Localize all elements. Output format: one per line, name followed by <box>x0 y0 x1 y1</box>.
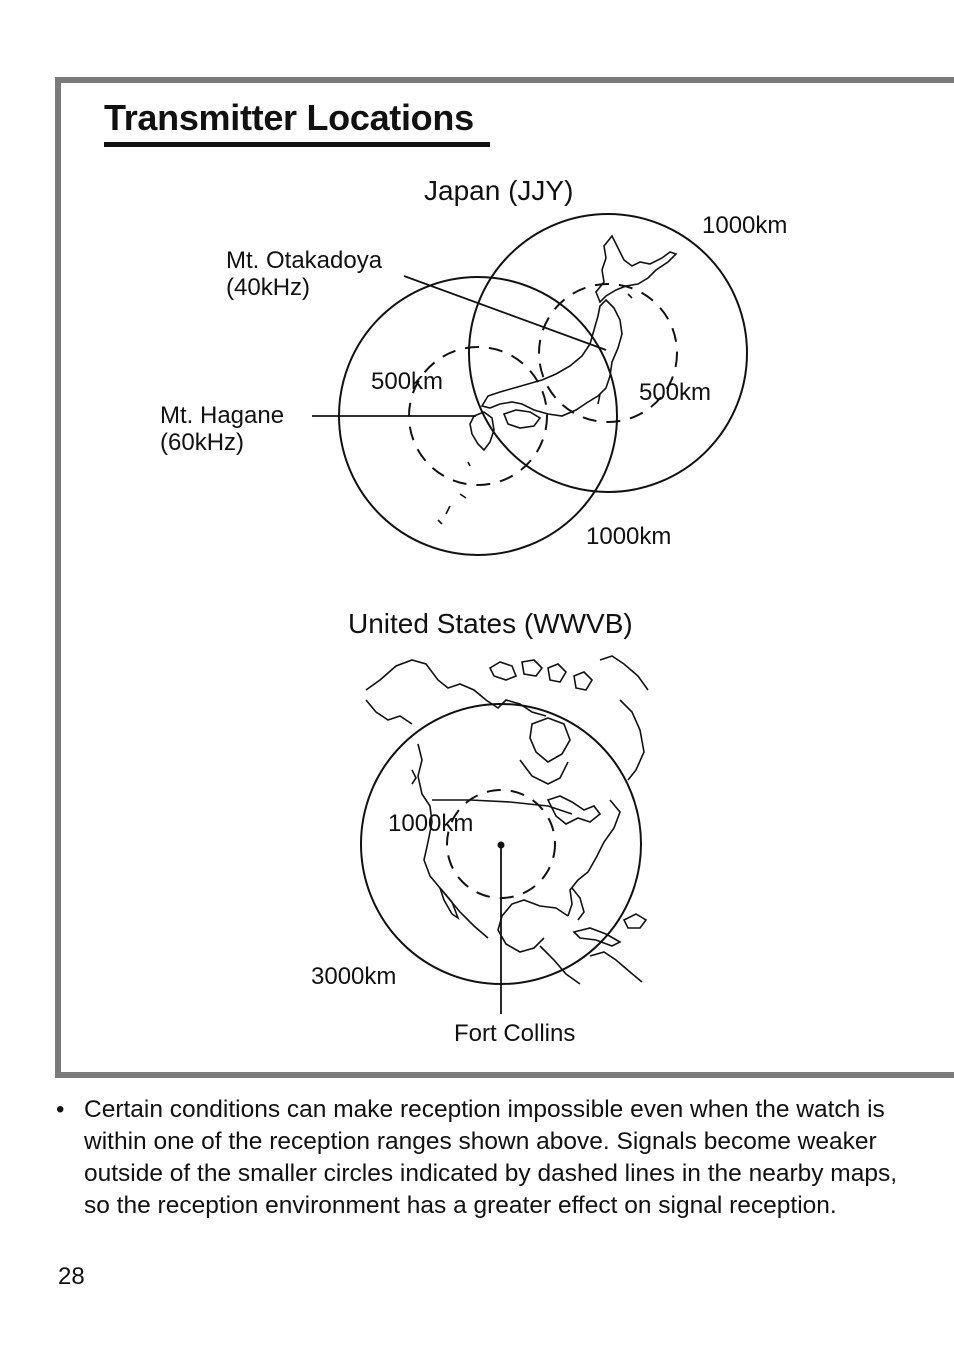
japan-map-heading: Japan (JJY) <box>424 175 574 206</box>
otakadoya-leader <box>404 276 606 350</box>
fort-collins-label: Fort Collins <box>454 1020 576 1047</box>
section-title: Transmitter Locations <box>104 97 474 138</box>
otakadoya-outer-range-label: 1000km <box>702 212 788 239</box>
hagane-outer-range-label: 1000km <box>586 523 672 550</box>
wwvb-inner-range-label: 1000km <box>388 810 474 837</box>
fort-collins-marker <box>498 842 505 849</box>
page-number: 28 <box>58 1263 85 1290</box>
otakadoya-inner-range-label: 500km <box>639 379 712 406</box>
reception-note: Certain conditions can make reception impossible even when the watch is within one of the reception ranges shown above. Signals become weaker outside of the smaller circles indicated by dashed lines in the nearby maps, so the reception environment has a greater effect on signal reception. <box>84 1096 898 1219</box>
us-map-heading: United States (WWVB) <box>348 608 633 639</box>
otakadoya-frequency-label: (40kHz) <box>226 274 311 301</box>
hagane-inner-range-label: 500km <box>371 368 444 395</box>
note-bullet: • <box>56 1096 65 1123</box>
hagane-frequency-label: (60kHz) <box>160 429 245 456</box>
wwvb-outer-range-label: 3000km <box>311 963 397 990</box>
otakadoya-name-label: Mt. Otakadoya <box>226 247 383 274</box>
otakadoya-outer-circle <box>469 214 747 492</box>
hagane-name-label: Mt. Hagane <box>160 402 285 429</box>
